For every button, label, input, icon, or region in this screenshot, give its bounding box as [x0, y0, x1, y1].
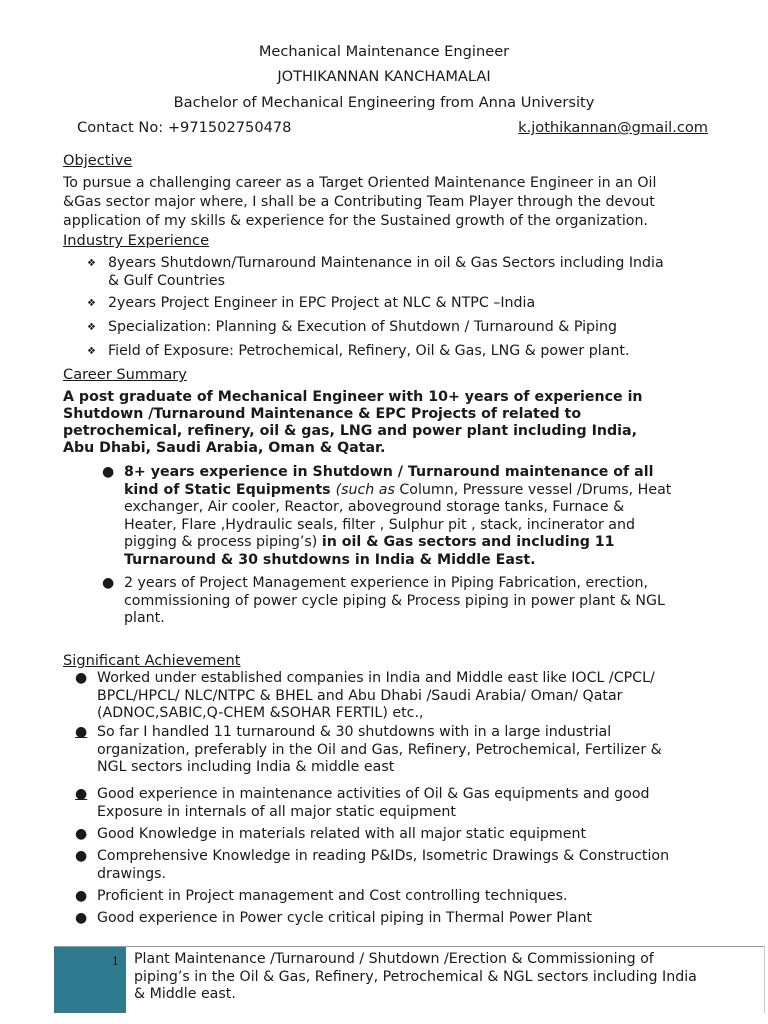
- bold-run: in oil & Gas sectors and including 11: [321, 534, 615, 550]
- bullet-line: plant.: [124, 610, 165, 626]
- item-line: organization, preferably in the Oil and Gas, Refinery, Petrochemical, Fertilizer &: [97, 741, 662, 758]
- list-item-text: 8years Shutdown/Turnaround Maintenance in oil & Gas Sectors including India: [108, 255, 664, 271]
- item-line: drawings.: [97, 865, 166, 882]
- item-line: Exposure in internals of all major static equipment: [97, 803, 456, 820]
- item-line: BPCL/HPCL/ NLC/NTPC & BHEL and Abu Dhabi /Saudi Arabia/ Oman/ Qatar: [97, 687, 623, 704]
- table-number-cell: [54, 947, 126, 1013]
- achievement-item: [75, 910, 737, 928]
- objective-line: &Gas sector major where, I shall be a Contributing Team Player through the devout: [63, 194, 655, 210]
- bullet-line: Heater, Flare ,Hydraulic seals, filter , Sulphur pit , stack, incinerator and: [124, 516, 635, 533]
- experience-table: [54, 946, 765, 1013]
- list-item-text: 2years Project Engineer in EPC Project at NLC & NTPC –India: [108, 295, 536, 311]
- summary-line: Shutdown /Turnaround Maintenance & EPC Projects of related to: [63, 406, 582, 422]
- job-title: Mechanical Maintenance Engineer: [258, 43, 510, 60]
- bullet-line: [124, 534, 744, 552]
- list-item-text: & Gulf Countries: [108, 272, 226, 289]
- bullet-dot-icon: ●: [75, 910, 88, 926]
- bullet-dot-icon: ●: [75, 724, 88, 740]
- row-number: 1: [112, 955, 119, 968]
- italic-run: (such as: [335, 481, 400, 498]
- table-line: piping’s in the Oil & Gas, Refinery, Petrochemical & NGL sectors including India: [134, 968, 697, 985]
- bullet-line: commissioning of power cycle piping & Process piping in power plant & NGL: [124, 592, 665, 609]
- bullet-line: 2 years of Project Management experience in Piping Fabrication, erection,: [124, 575, 649, 591]
- diamond-bullet-icon: ❖: [87, 298, 96, 309]
- career-bullet: [102, 575, 744, 628]
- text-run: Column, Pressure vessel /Drums, Heat: [399, 481, 672, 498]
- item-line: Comprehensive Knowledge in reading P&IDs, Isometric Drawings & Construction: [97, 848, 670, 864]
- achievement-heading: Significant Achievement: [63, 652, 241, 669]
- achievement-item: [75, 724, 737, 777]
- bullet-dot-icon: ●: [75, 786, 88, 802]
- list-item: [87, 255, 728, 290]
- career-bullet: [102, 464, 744, 569]
- bullet-dot-icon: ●: [102, 464, 115, 480]
- item-line: NGL sectors including India & middle east: [97, 759, 395, 775]
- text-run: pigging & process piping’s): [124, 534, 322, 550]
- diamond-bullet-icon: ❖: [87, 322, 96, 333]
- objective-line: To pursue a challenging career as a Target Oriented Maintenance Engineer in an Oil: [63, 175, 657, 191]
- achievement-item: [75, 786, 737, 821]
- objective-heading: Objective: [63, 152, 133, 169]
- item-line: So far I handled 11 turnaround & 30 shutdowns with in a large industrial: [97, 724, 612, 740]
- table-line: Plant Maintenance /Turnaround / Shutdown /Erection & Commissioning of: [134, 951, 654, 967]
- contact-line: [77, 119, 708, 136]
- bullet-dot-icon: ●: [75, 848, 88, 864]
- item-line: Good experience in Power cycle critical piping in Thermal Power Plant: [97, 910, 592, 926]
- bullet-dot-icon: ●: [75, 826, 88, 842]
- career-heading: Career Summary: [63, 366, 187, 383]
- summary-line: petrochemical, refinery, oil & gas, LNG and power plant including India,: [63, 423, 637, 439]
- summary-line: Abu Dhabi, Saudi Arabia, Oman & Qatar.: [63, 440, 386, 456]
- objective-line: application of my skills & experience for the Sustained growth of the organization.: [63, 213, 648, 229]
- item-line: Worked under established companies in India and Middle east like IOCL /CPCL/: [97, 670, 655, 686]
- candidate-name: JOTHIKANNAN KANCHAMALAI: [277, 68, 491, 85]
- degree: Bachelor of Mechanical Engineering from Anna University: [173, 94, 595, 111]
- contact-number: Contact No: +971502750478: [77, 119, 292, 136]
- list-item: [87, 319, 728, 337]
- bullet-line: Turnaround & 30 shutdowns in India & Middle East.: [124, 551, 536, 568]
- bullet-line: 8+ years experience in Shutdown / Turnaround maintenance of all: [124, 464, 654, 480]
- table-line: & Middle east.: [134, 986, 236, 1002]
- table-text-cell: [134, 951, 756, 1004]
- email-link[interactable]: k.jothikannan@gmail.com: [518, 119, 708, 136]
- item-line: (ADNOC,SABIC,Q-CHEM &SOHAR FERTIL) etc.,: [97, 705, 424, 721]
- bullet-dot-icon: ●: [102, 575, 115, 591]
- bullet-dot-icon: ●: [75, 888, 88, 904]
- list-item: [87, 295, 728, 313]
- achievement-item: [75, 670, 737, 723]
- achievement-item: [75, 826, 737, 844]
- list-item-text: Specialization: Planning & Execution of Shutdown / Turnaround & Piping: [108, 319, 617, 335]
- industry-heading: Industry Experience: [63, 232, 210, 249]
- item-line: Good Knowledge in materials related with all major static equipment: [97, 826, 587, 842]
- achievement-item: [75, 888, 737, 906]
- bullet-dot-icon: ●: [75, 670, 88, 686]
- bullet-line: [124, 482, 744, 500]
- bullet-line: exchanger, Air cooler, Reactor, aboveground storage tanks, Furnace &: [124, 499, 625, 515]
- diamond-bullet-icon: ❖: [87, 258, 96, 269]
- item-line: Good experience in maintenance activities of Oil & Gas equipments and good: [97, 786, 650, 802]
- achievement-item: [75, 848, 737, 883]
- item-line: Proficient in Project management and Cost controlling techniques.: [97, 888, 568, 904]
- list-item: [87, 343, 728, 361]
- bold-run: kind of Static Equipments: [124, 481, 336, 498]
- objective-text: [63, 174, 733, 231]
- career-summary: [63, 389, 733, 457]
- summary-line: A post graduate of Mechanical Engineer with 10+ years of experience in: [63, 389, 643, 405]
- diamond-bullet-icon: ❖: [87, 346, 96, 357]
- list-item-text: Field of Exposure: Petrochemical, Refinery, Oil & Gas, LNG & power plant.: [108, 343, 630, 359]
